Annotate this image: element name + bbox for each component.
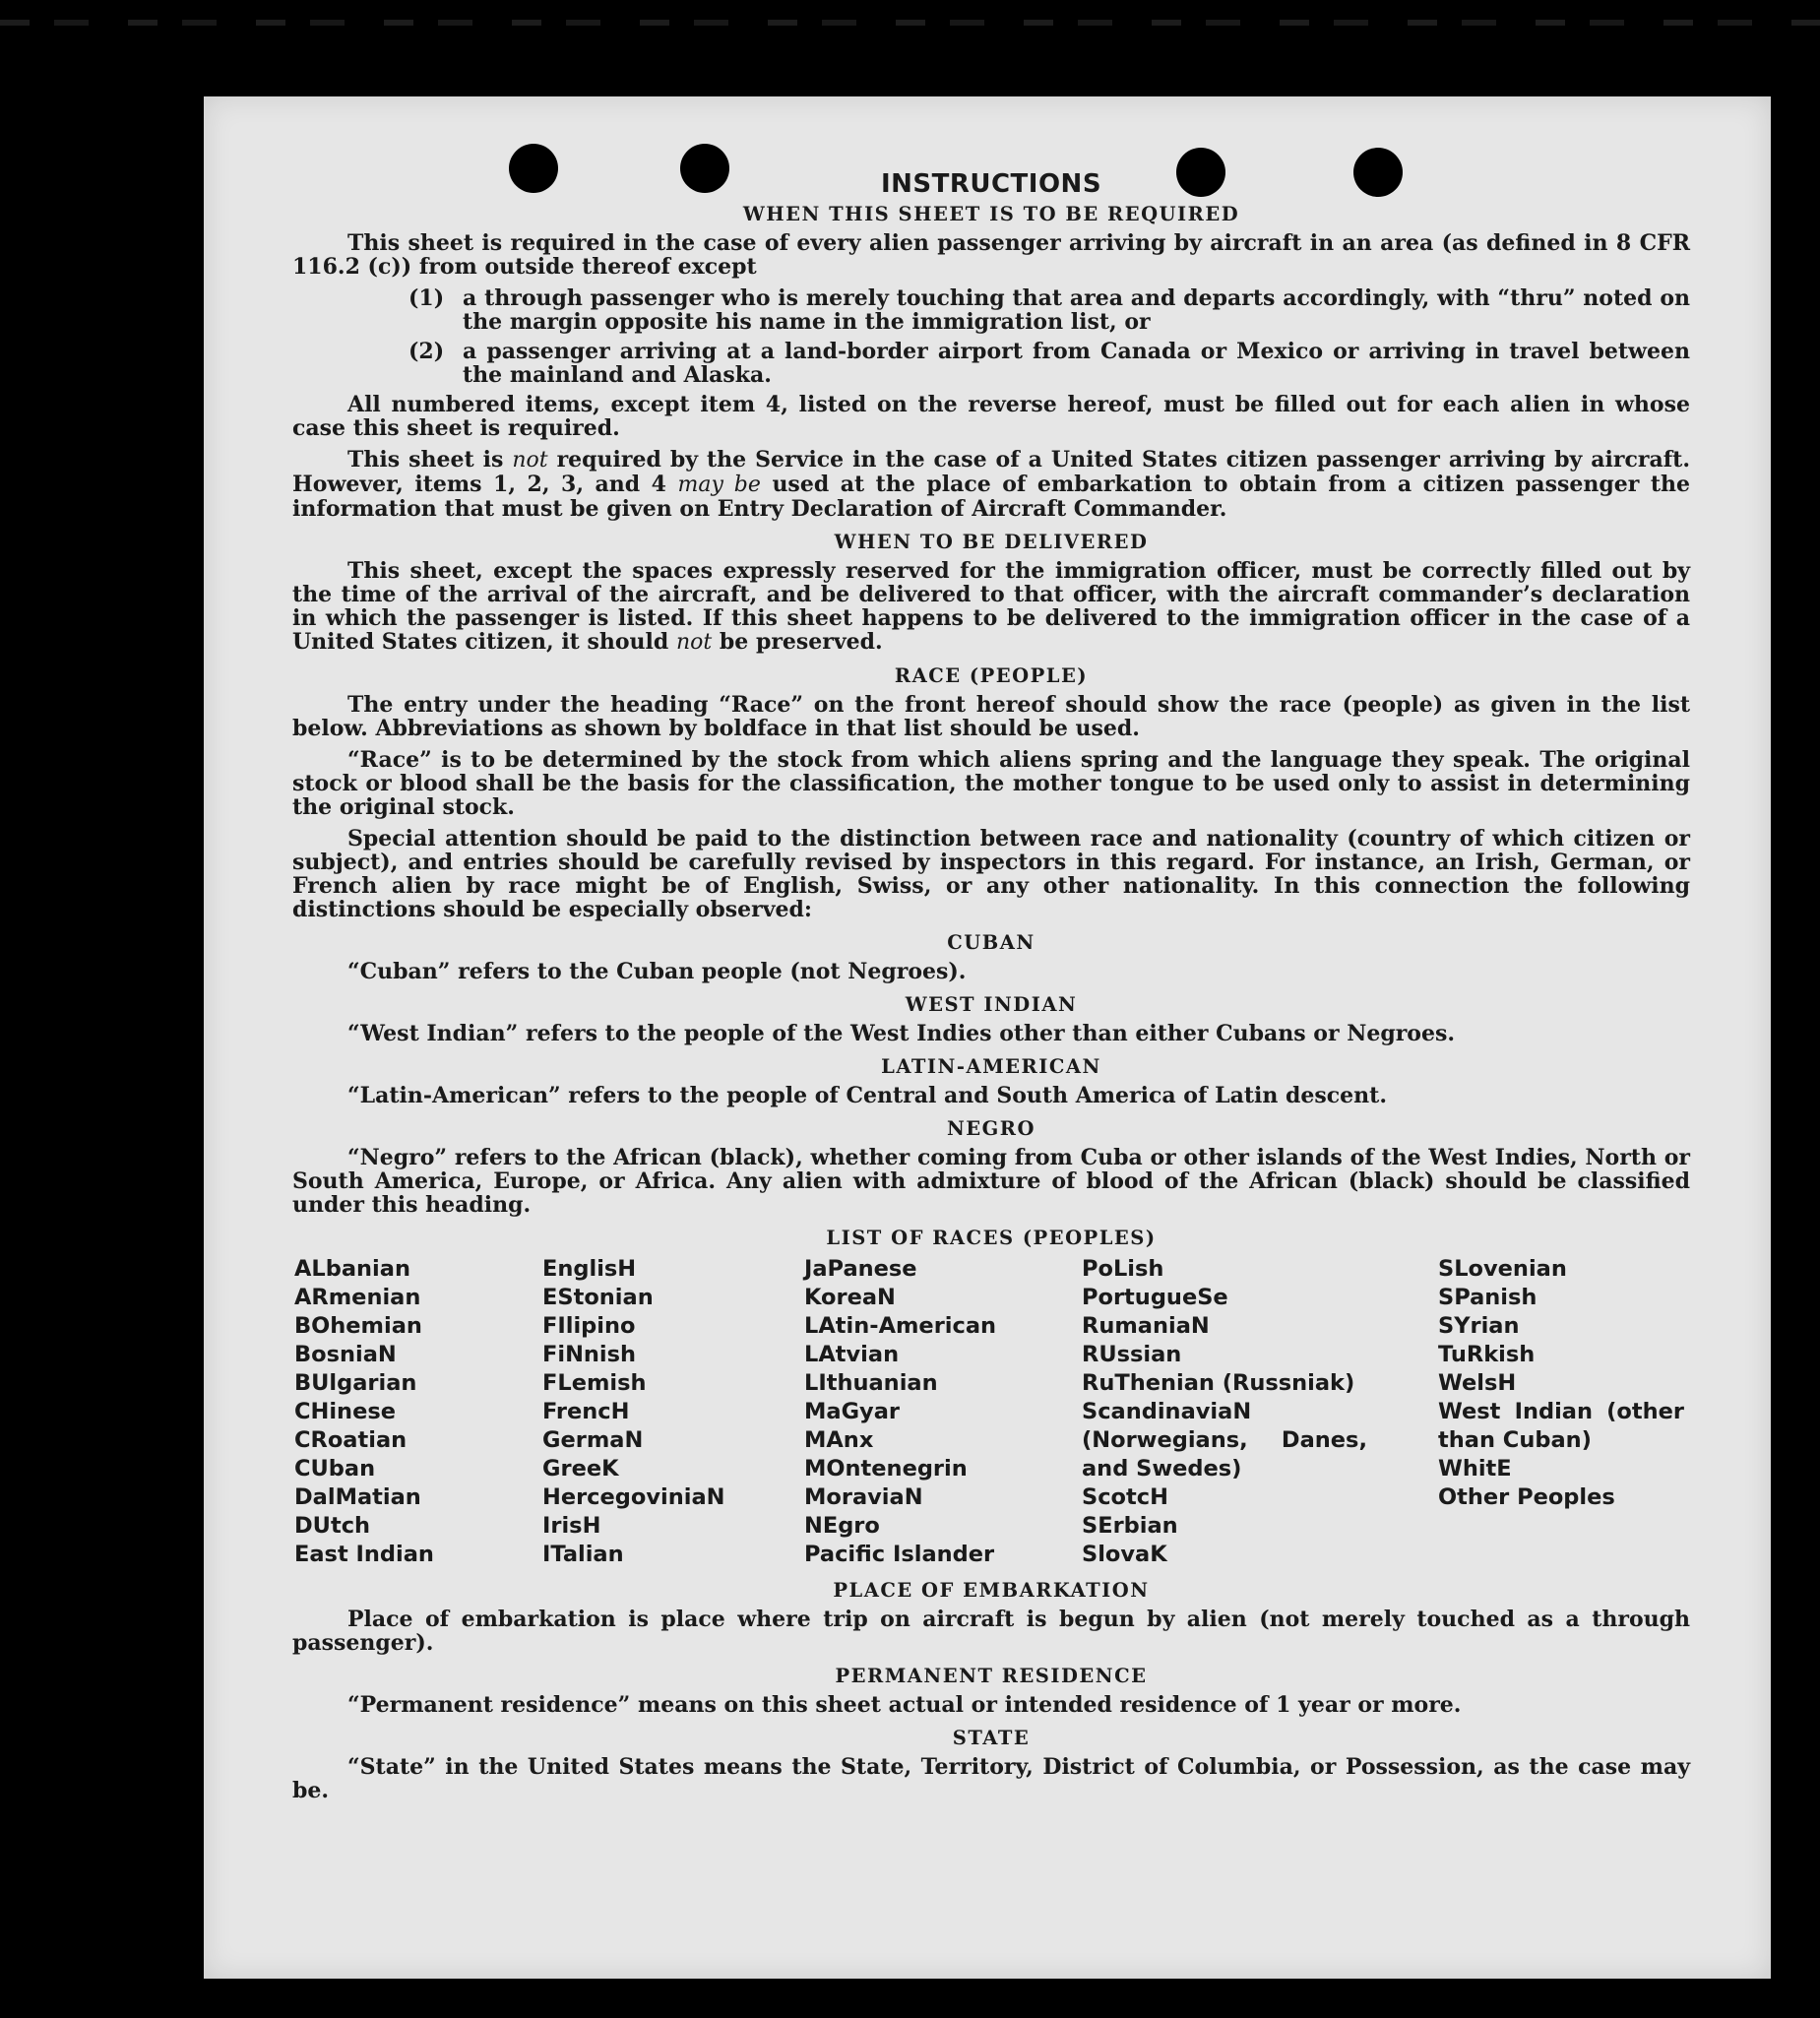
race-column	[804, 1255, 1082, 1569]
race-entry: SlovaK	[1082, 1542, 1167, 1567]
delivered-text-emphasis: not	[675, 630, 713, 655]
race-entry: East Indian	[294, 1542, 434, 1567]
race-entry: DUtch	[294, 1513, 371, 1539]
race-entry: RumaniaN	[1082, 1313, 1210, 1339]
race-entry: WelsH	[1438, 1370, 1517, 1396]
race-entry: KoreaN	[804, 1285, 896, 1310]
exception-text: a passenger arriving at a land-border airport from Canada or Mexico or arriving in travel between the mainland and Alaska.	[463, 339, 1690, 388]
race-entry: FLemish	[542, 1370, 647, 1396]
citizen-note	[292, 448, 1690, 521]
heading-state: STATE	[952, 1727, 1031, 1749]
exception-number: (1)	[408, 285, 445, 311]
race-entry: SPanish	[1438, 1285, 1538, 1310]
heading-cuban: CUBAN	[947, 931, 1036, 954]
race-entry: EStonian	[542, 1285, 654, 1310]
race-entry: FIlipino	[542, 1313, 636, 1339]
heading-negro: NEGRO	[946, 1117, 1036, 1140]
place-of-embarkation-text: Place of embarkation is place where trip on aircraft is begun by alien (not merely touched as a through passenger).	[292, 1607, 1690, 1656]
race-entry: JaPanese	[804, 1256, 917, 1282]
permanent-residence-text: “Permanent residence” means on this sheet actual or intended residence of 1 year or more.	[347, 1692, 1462, 1718]
race-entry: CRoatian	[294, 1427, 408, 1453]
race-entry: LAtin-American	[804, 1313, 997, 1339]
heading-when-delivered: WHEN TO BE DELIVERED	[834, 531, 1149, 553]
race-column	[542, 1255, 804, 1569]
race-entry: BUlgarian	[294, 1370, 417, 1396]
race-entry: GermaN	[542, 1427, 644, 1453]
race-entry: ALbanian	[294, 1256, 410, 1282]
heading-permanent-residence: PERMANENT RESIDENCE	[835, 1665, 1148, 1687]
race-paragraph: Special attention should be paid to the distinction between race and nationality (country of which citizen or subject), and entries should be carefully revised by inspectors in this regard. For instance, an Irish, German, or French alien by race might be of English, Swiss, or any other nationality. In this connection the following distinctions should be especially observed:	[292, 826, 1690, 922]
heading-place-of-embarkation: PLACE OF EMBARKATION	[833, 1579, 1150, 1602]
race-entry: NEgro	[804, 1513, 880, 1539]
race-entry: ScandinaviaN (Norwegians, Danes, and Swedes)	[1082, 1399, 1367, 1482]
race-entry: CUban	[294, 1456, 376, 1482]
race-entry: TuRkish	[1438, 1342, 1536, 1367]
citizen-note-part: required by the Service in the case of a United States citizen passenger arriving by aircraft. However, items 1, 2, 3, and 4	[292, 447, 1690, 497]
race-entry: DalMatian	[294, 1484, 421, 1510]
race-entry: LAtvian	[804, 1342, 900, 1367]
cuban-text: “Cuban” refers to the Cuban people (not Negroes).	[347, 959, 967, 984]
document-sheet	[204, 96, 1771, 1979]
exception-number: (2)	[408, 339, 445, 364]
race-entry: RUssian	[1082, 1342, 1182, 1367]
race-paragraph: The entry under the heading “Race” on the front hereof should show the race (people) as given in the list below. Abbreviations as shown by boldface in that list should be used.	[292, 692, 1690, 741]
citizen-note-emphasis: may be	[677, 473, 761, 497]
heading-west-indian: WEST INDIAN	[905, 993, 1078, 1016]
race-entry: MaGyar	[804, 1399, 900, 1424]
race-entry: ITalian	[542, 1542, 624, 1567]
race-column	[1438, 1255, 1692, 1569]
scan-border-artifact	[0, 20, 1820, 26]
race-entry: Pacific Islander	[804, 1542, 995, 1567]
race-entry: ScotcH	[1082, 1484, 1168, 1510]
heading-latin-american: LATIN-AMERICAN	[881, 1055, 1101, 1078]
race-entry: MoraviaN	[804, 1484, 923, 1510]
heading-list-of-races: LIST OF RACES (PEOPLES)	[826, 1227, 1157, 1249]
west-indian-text: “West Indian” refers to the people of the West Indies other than either Cubans or Negroes.	[347, 1021, 1456, 1046]
state-text: “State” in the United States means the State, Territory, District of Columbia, or Possession, as the case may be.	[292, 1754, 1690, 1803]
race-entry: MOntenegrin	[804, 1456, 968, 1482]
delivered-text-part: be preserved.	[719, 629, 883, 655]
delivered-text-part: This sheet, except the spaces expressly reserved for the immigration officer, must be correctly filled out by the time of the arrival of the aircraft, and be delivered to that officer, with the aircraft commander’s declaration in which the passenger is listed. If this sheet happens to be delivered to the immigration officer in the case of a United States citizen, it should	[292, 558, 1690, 655]
negro-text: “Negro” refers to the African (black), whether coming from Cuba or other islands of the West Indies, North or South America, Europe, or Africa. Any alien with admixture of blood of the African (black) should be classified under this heading.	[292, 1145, 1690, 1218]
citizen-note-emphasis: not	[512, 448, 548, 473]
exception-item	[292, 340, 1690, 387]
race-column	[294, 1255, 542, 1569]
race-entry: FiNnish	[542, 1342, 637, 1367]
instructions-content	[292, 169, 1690, 1810]
race-entry: HercegoviniaN	[542, 1484, 725, 1510]
race-list	[294, 1255, 1690, 1569]
race-entry: SErbian	[1082, 1513, 1178, 1539]
when-required-intro: This sheet is required in the case of every alien passenger arriving by aircraft in an area (as defined in 8 CFR 116.2 (c)) from outside thereof except	[292, 230, 1690, 280]
race-entry: EnglisH	[542, 1256, 637, 1282]
race-entry: WhitE	[1438, 1456, 1512, 1482]
heading-when-required: WHEN THIS SHEET IS TO BE REQUIRED	[742, 203, 1240, 225]
when-delivered-text	[292, 559, 1690, 655]
exception-text: a through passenger who is merely touching that area and departs accordingly, with “thru” noted on the margin opposite his name in the immigration list, or	[463, 285, 1690, 335]
race-entry: ARmenian	[294, 1285, 421, 1310]
exception-item	[292, 286, 1690, 334]
race-entry: IrisH	[542, 1513, 601, 1539]
race-entry: LIthuanian	[804, 1370, 938, 1396]
race-entry: RuThenian (Russniak)	[1082, 1370, 1355, 1396]
race-entry: BOhemian	[294, 1313, 422, 1339]
race-entry: PoLish	[1082, 1256, 1164, 1282]
citizen-note-part: used at the place of embarkation to obtain from a citizen passenger the information that must be given on Entry Declaration of Aircraft Commander.	[292, 472, 1690, 522]
race-column	[1082, 1255, 1438, 1569]
page-title: INSTRUCTIONS	[880, 169, 1102, 199]
race-entry: CHinese	[294, 1399, 396, 1424]
race-entry: SYrian	[1438, 1313, 1520, 1339]
race-paragraph: “Race” is to be determined by the stock from which aliens spring and the language they speak. The original stock or blood shall be the basis for the classification, the mother tongue to be used only to assist in determining the original stock.	[292, 747, 1690, 820]
race-entry: West Indian (other than Cuban)	[1438, 1399, 1684, 1453]
citizen-note-part: This sheet is	[347, 447, 504, 473]
race-entry: PortugueSe	[1082, 1285, 1228, 1310]
race-entry: Other Peoples	[1438, 1484, 1615, 1510]
numbered-items-note: All numbered items, except item 4, listed on the reverse hereof, must be filled out for each alien in whose case this sheet is required.	[292, 392, 1690, 441]
race-entry: FrencH	[542, 1399, 630, 1424]
race-entry: BosniaN	[294, 1342, 397, 1367]
latin-american-text: “Latin-American” refers to the people of Central and South America of Latin descent.	[347, 1083, 1387, 1108]
race-entry: GreeK	[542, 1456, 619, 1482]
race-entry: MAnx	[804, 1427, 874, 1453]
heading-race: RACE (PEOPLE)	[894, 664, 1089, 687]
race-entry: SLovenian	[1438, 1256, 1567, 1282]
